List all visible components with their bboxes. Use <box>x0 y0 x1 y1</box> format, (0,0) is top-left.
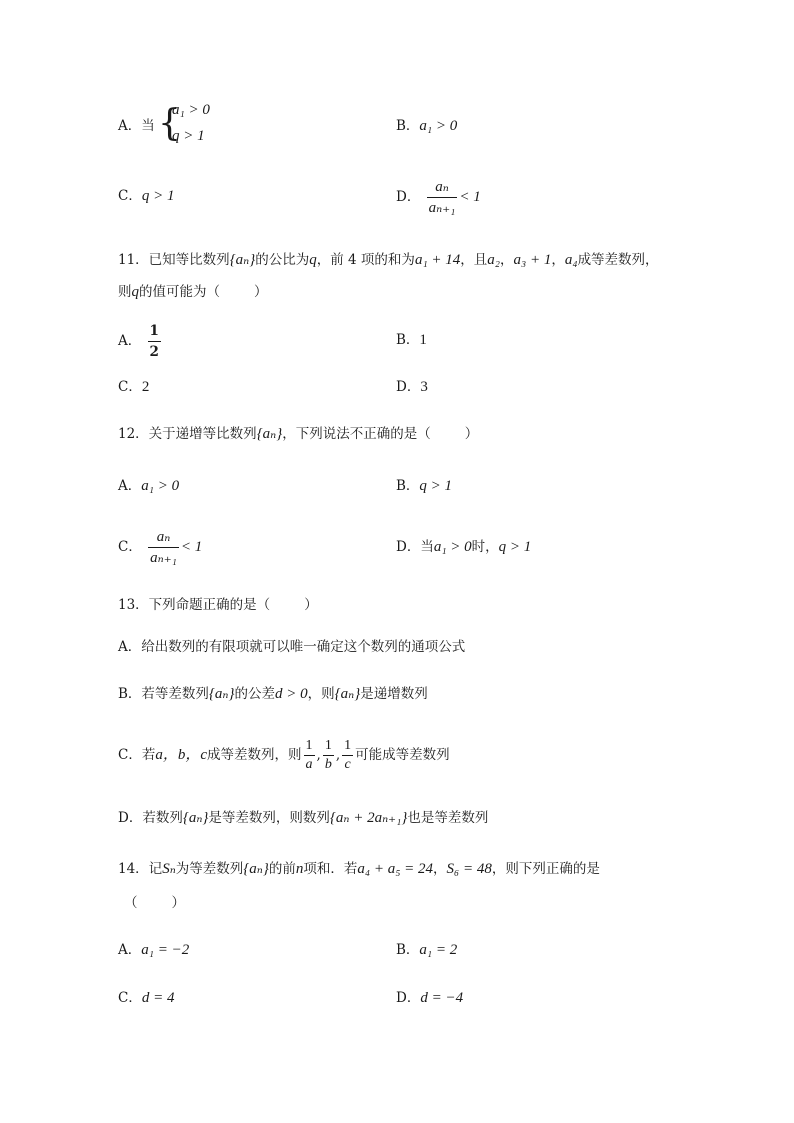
math-expression: a₄ + a₅ = 24 <box>357 861 434 877</box>
option-label: C． <box>118 188 142 204</box>
q13-option-b <box>118 684 428 704</box>
fraction-denominator: c <box>344 757 351 772</box>
option-label: D． <box>396 189 421 205</box>
stem-text: ，则下列正确的是 <box>491 861 600 877</box>
stem-text: ，下列说法不正确的是（ <box>282 426 431 442</box>
option-math: < 1 <box>459 189 481 205</box>
sequence-symbol: {aₙ} <box>229 252 256 268</box>
option-text: D．若数列 <box>118 810 183 826</box>
q11-option-c <box>118 377 149 397</box>
q13-option-d <box>118 808 488 828</box>
q10-option-c <box>118 186 174 206</box>
stem-text: 11．已知等比数列 <box>118 252 230 268</box>
option-label: A． <box>118 333 142 349</box>
fraction-numerator: 1 <box>342 739 353 756</box>
sequence-symbol: {aₙ} <box>182 810 209 826</box>
fraction-denominator: b <box>324 757 332 772</box>
sequence-symbol: {aₙ} <box>256 426 283 442</box>
q12-option-a <box>118 476 179 496</box>
option-value: 2 <box>141 379 150 395</box>
stem-text: 12．关于递增等比数列 <box>118 426 257 442</box>
q12-option-b <box>396 476 452 496</box>
q14-stem-line-1 <box>118 859 600 879</box>
option-label: B． <box>396 478 420 494</box>
stem-text: 项和．若 <box>303 861 358 877</box>
fraction-denominator: aₙ₊₁ <box>150 550 177 566</box>
q12-option-d <box>396 537 531 557</box>
stem-text: 14．记 <box>118 861 163 877</box>
option-math: d > 0 <box>275 686 308 702</box>
math-expression: Sₙ <box>162 861 176 877</box>
option-text: ，则 <box>307 686 335 702</box>
fraction-denominator: 2 <box>149 344 159 360</box>
q14-option-a <box>118 940 189 960</box>
q10-option-a <box>118 116 155 136</box>
fraction <box>323 739 334 772</box>
stem-text: 成等差数列， <box>577 252 659 268</box>
stem-text: ） <box>171 895 185 911</box>
option-math: d = −4 <box>420 990 464 1006</box>
option-label: B． <box>396 942 420 958</box>
stem-text: 13．下列命题正确的是（ <box>118 597 271 613</box>
q11-stem-line-2 <box>118 282 268 302</box>
math-expression: a₁ + 14 <box>414 252 461 268</box>
q10-option-d <box>396 178 481 216</box>
option-text: 也是等差数列 <box>407 810 489 826</box>
fraction-numerator: aₙ <box>427 179 458 198</box>
stem-text: 的值可能为（ <box>139 284 220 300</box>
stem-text: 的公比为 <box>255 252 310 268</box>
stem-text: ，前 4 项的和为 <box>316 252 415 268</box>
fraction-numerator: 1 <box>148 323 161 342</box>
option-label: C． <box>118 990 142 1006</box>
option-math: q > 1 <box>419 478 453 494</box>
option-text: C．若 <box>118 747 156 763</box>
fraction <box>342 739 353 772</box>
q14-option-c <box>118 988 174 1008</box>
math-expression: a₄ <box>564 252 578 268</box>
option-label: C． <box>118 539 142 555</box>
stem-text: ， <box>551 252 565 268</box>
option-math: a₁ > 0 <box>419 118 458 134</box>
q11-option-d <box>396 377 428 397</box>
q11-stem-line-1 <box>118 250 659 270</box>
option-label: D．当 <box>396 539 434 555</box>
option-math: d = 4 <box>141 990 175 1006</box>
sequence-symbol: {aₙ} <box>334 686 361 702</box>
math-expression: a₂ <box>487 252 500 268</box>
option-math: a₁ = −2 <box>141 942 190 958</box>
fraction-denominator: a <box>305 757 313 772</box>
option-math: q > 1 <box>498 539 532 555</box>
sequence-symbol: {aₙ} <box>243 861 269 877</box>
option-label: D． <box>396 990 421 1006</box>
q14-option-b <box>396 940 457 960</box>
option-math: a₁ > 0 <box>433 539 472 555</box>
math-expression: S₆ = 48 <box>446 861 492 877</box>
option-math: a，b，c <box>155 747 208 763</box>
option-value: 1 <box>419 332 427 348</box>
q11-option-a <box>118 322 163 360</box>
option-label: B． <box>396 332 420 348</box>
option-value: 3 <box>420 379 428 395</box>
fraction-numerator: aₙ <box>148 529 179 548</box>
sequence-symbol: {aₙ} <box>208 686 235 702</box>
q14-stem-line-2 <box>124 893 185 913</box>
q14-option-d <box>396 988 463 1008</box>
stem-text: ， <box>500 252 514 268</box>
stem-text: ） <box>304 597 318 613</box>
option-label: B． <box>396 118 420 134</box>
option-text: 成等差数列，则 <box>207 747 302 763</box>
q12-stem <box>118 424 478 444</box>
math-expression: a₃ + 1 <box>513 252 552 268</box>
variable-n: n <box>295 861 304 877</box>
q12-option-c <box>118 528 202 566</box>
fraction-denominator: aₙ₊₁ <box>428 200 456 216</box>
q10-option-b <box>396 116 457 136</box>
fraction <box>148 323 161 360</box>
option-text: 可能成等差数列 <box>355 747 450 763</box>
option-math: a₁ = 2 <box>419 942 458 958</box>
stem-text: ） <box>464 426 479 442</box>
stem-text: （ <box>124 895 138 911</box>
system-row-2: q > 1 <box>172 128 205 144</box>
option-math: q > 1 <box>141 188 175 204</box>
variable-q: q <box>131 284 139 300</box>
stem-text: 为等差数列 <box>175 861 244 877</box>
option-text: 是等差数列，则数列 <box>208 810 330 826</box>
option-text: 是递增数列 <box>360 686 428 702</box>
stem-text: 则 <box>118 284 132 300</box>
system-row-1: a₁ > 0 <box>172 102 210 118</box>
fraction-numerator: 1 <box>323 739 334 756</box>
fraction <box>148 529 179 566</box>
stem-text: ， <box>433 861 447 877</box>
q11-option-b <box>396 330 427 350</box>
option-label: A． <box>118 478 142 494</box>
q13-option-c: C．若a，b，c成等差数列，则 $\frac{1}{a}$ , $\frac{1}{b}$ , $\frac{1}{c}$ 可能成等差数列 <box>118 738 450 772</box>
option-label: D． <box>396 379 421 395</box>
stem-text: 的前 <box>268 861 296 877</box>
fraction-numerator: 1 <box>304 739 315 756</box>
option-text: B．若等差数列 <box>118 686 209 702</box>
fraction <box>304 739 315 772</box>
option-label: C． <box>118 379 142 395</box>
variable-q: q <box>309 252 317 268</box>
q13-stem <box>118 595 318 615</box>
option-label: A． <box>118 942 142 958</box>
option-label: A．当 <box>118 118 155 134</box>
stem-text: ） <box>254 284 268 300</box>
option-text: 的公差 <box>234 686 275 702</box>
option-text: 时， <box>471 539 499 555</box>
stem-text: ，且 <box>460 252 488 268</box>
q13-option-a: A．给出数列的有限项就可以唯一确定这个数列的通项公式 <box>118 639 466 655</box>
sequence-symbol: {aₙ + 2aₙ₊₁} <box>329 810 408 826</box>
system-brace: { <box>158 103 181 144</box>
fraction <box>427 179 458 216</box>
option-math: a₁ > 0 <box>141 478 180 494</box>
option-math: < 1 <box>180 539 203 555</box>
